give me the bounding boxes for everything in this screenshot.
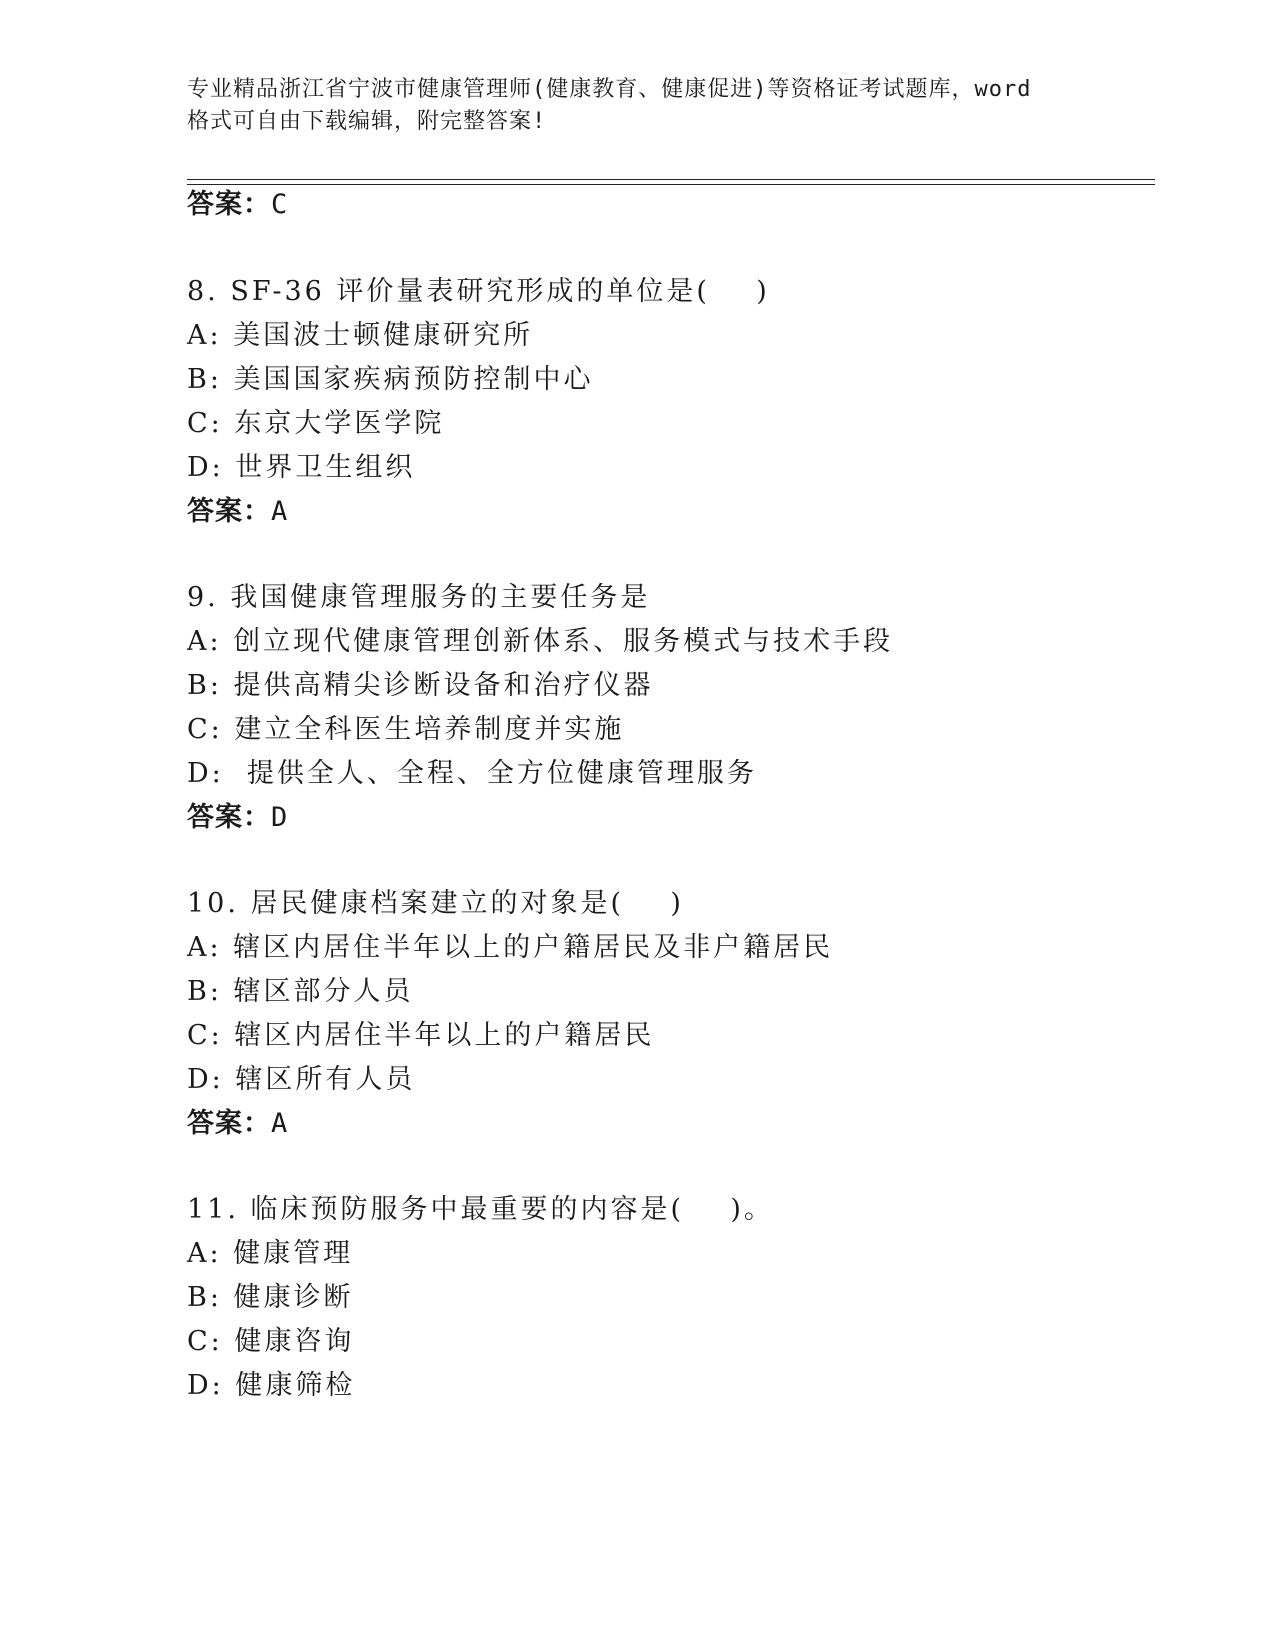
header-line-2: 格式可自由下载编辑，附完整答案!	[187, 109, 547, 134]
answer-label: 答案：	[187, 802, 271, 833]
header-line-1: 专业精品浙江省宁波市健康管理师(健康教育、健康促进)等资格证考试题库，word	[187, 77, 1032, 102]
question-8-option-d: D: 世界卫生组织	[187, 452, 416, 483]
question-9-stem: 9. 我国健康管理服务的主要任务是	[187, 582, 651, 613]
document-header	[187, 74, 1087, 138]
question-10-option-d: D: 辖区所有人员	[187, 1064, 416, 1095]
question-8-option-a: A: 美国波士顿健康研究所	[187, 320, 534, 351]
answer-label: 答案：	[187, 496, 271, 527]
question-9-option-c: C: 建立全科医生培养制度并实施	[187, 714, 625, 745]
answer-label: 答案：	[187, 189, 271, 220]
question-11-stem: 11. 临床预防服务中最重要的内容是( )。	[187, 1194, 774, 1225]
question-8-option-b: B: 美国国家疾病预防控制中心	[187, 364, 594, 395]
question-10-answer	[187, 1107, 288, 1141]
answer-value: C	[271, 189, 289, 220]
question-11-option-c: C: 健康咨询	[187, 1326, 355, 1357]
question-9-answer	[187, 801, 288, 835]
question-9-option-b: B: 提供高精尖诊断设备和治疗仪器	[187, 670, 654, 701]
question-10-option-b: B: 辖区部分人员	[187, 976, 414, 1007]
question-10-option-c: C: 辖区内居住半年以上的户籍居民	[187, 1020, 655, 1051]
question-10-stem: 10. 居民健康档案建立的对象是( )	[187, 888, 684, 919]
answer-line-prev	[187, 188, 288, 222]
answer-value: A	[271, 496, 289, 527]
question-11-option-d: D: 健康筛检	[187, 1370, 356, 1401]
question-11-option-a: A: 健康管理	[187, 1238, 354, 1269]
question-8-stem: 8. SF-36 评价量表研究形成的单位是( )	[187, 276, 770, 307]
question-9-option-a: A: 创立现代健康管理创新体系、服务模式与技术手段	[187, 626, 894, 657]
header-rule-bottom	[187, 184, 1155, 185]
answer-value: D	[271, 802, 289, 833]
question-11-option-b: B: 健康诊断	[187, 1282, 354, 1313]
answer-label: 答案：	[187, 1108, 271, 1139]
answer-value: A	[271, 1108, 289, 1139]
header-rule-top	[187, 179, 1155, 180]
question-8-option-c: C: 东京大学医学院	[187, 408, 445, 439]
question-8-answer	[187, 495, 288, 529]
question-9-option-d: D: 提供全人、全程、全方位健康管理服务	[187, 758, 757, 789]
question-10-option-a: A: 辖区内居住半年以上的户籍居民及非户籍居民	[187, 932, 834, 963]
